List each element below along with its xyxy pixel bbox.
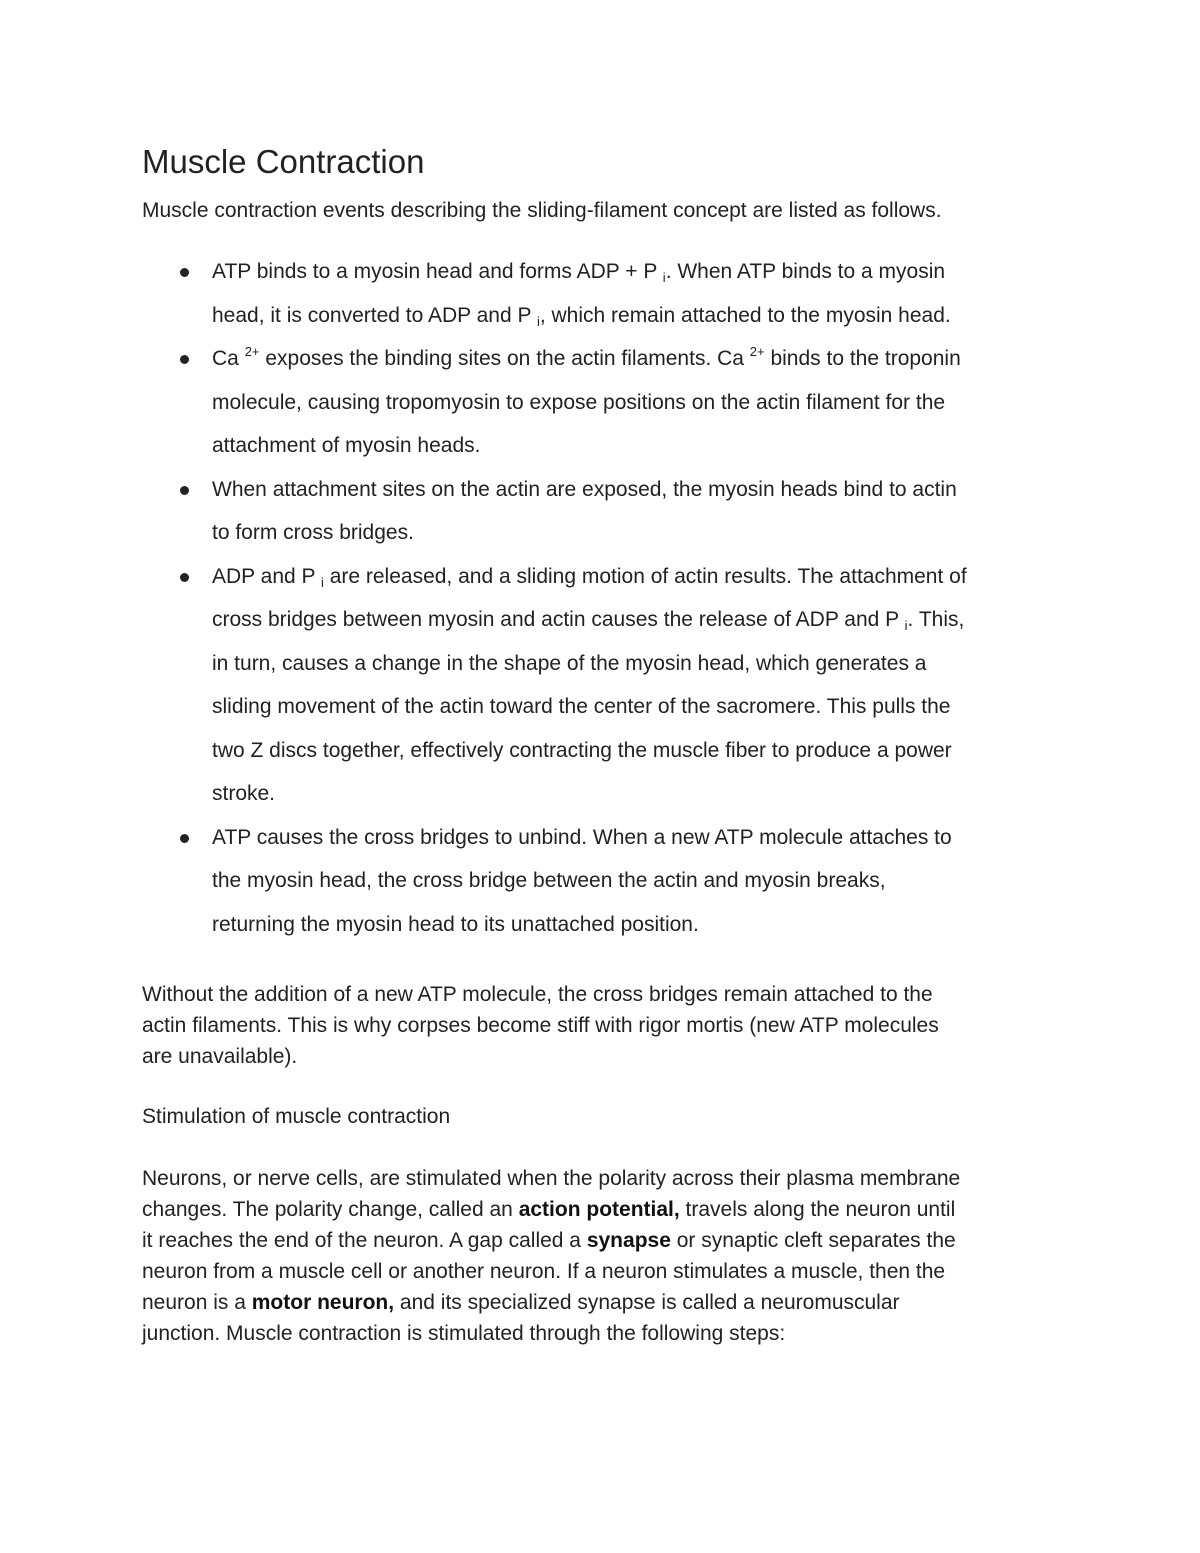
term-action-potential: action potential, <box>518 1198 680 1221</box>
intro-paragraph: Muscle contraction events describing the sliding-filament concept are listed as follows. <box>142 199 942 222</box>
bullet-icon <box>180 355 189 364</box>
list-item: ADP and P $_i$ are released, and a sliding motion of actin results. The attachment of cross bridges between myosin and actin causes the release of ADP and P $_i$. This, in turn, causes a change in the shape of the myosin head, which generates a sliding movement of the actin toward the center of the sacromere. This pulls the two Z discs together, effectively contracting the muscle fiber to produce a power stroke. <box>142 555 1072 816</box>
bullet-icon <box>180 268 189 277</box>
bullet-icon <box>180 486 189 495</box>
rigor-mortis-paragraph: Without the addition of a new ATP molecule, the cross bridges remain attached to the actin filaments. This is why corpses become stiff with rigor mortis (new ATP molecules are unavailable). <box>142 983 939 1068</box>
bullet-icon <box>180 834 189 843</box>
term-motor-neuron: motor neuron, <box>251 1291 395 1314</box>
bullet-icon <box>180 573 189 582</box>
term-synapse: synapse <box>586 1229 671 1252</box>
contraction-steps-list <box>142 250 1072 946</box>
section-subheading: Stimulation of muscle contraction <box>142 1105 451 1128</box>
page-title: Muscle Contraction <box>142 143 425 180</box>
list-item: Ca $^{2+}$ exposes the binding sites on the actin filaments. Ca $^{2+}$ binds to the troponin molecule, causing tropomyosin to expose positions on the actin filament for the attachment of myosin heads. <box>142 337 1072 468</box>
stimulation-paragraph: Neurons, or nerve cells, are stimulated when the polarity across their plasma membrane changes. The polarity change, called an action potential, travels along the neuron until it reaches the end of the neuron. A gap called a synapse or synaptic cleft separates the neuron from a muscle cell or another neuron. If a neuron stimulates a muscle, then the neuron is a motor neuron, and its specialized synapse is called a neuromuscular junction. Muscle contraction is stimulated through the following steps: <box>142 1167 961 1345</box>
list-item: ATP causes the cross bridges to unbind. When a new ATP molecule attaches to the myosin head, the cross bridge between the actin and myosin breaks, returning the myosin head to its unattached position. <box>142 816 1072 947</box>
list-item: When attachment sites on the actin are exposed, the myosin heads bind to actin to form cross bridges. <box>142 468 1072 555</box>
list-item: ATP binds to a myosin head and forms ADP + P $_i$. When ATP binds to a myosin head, it is converted to ADP and P $_i$, which remain attached to the myosin head. <box>142 250 1072 337</box>
